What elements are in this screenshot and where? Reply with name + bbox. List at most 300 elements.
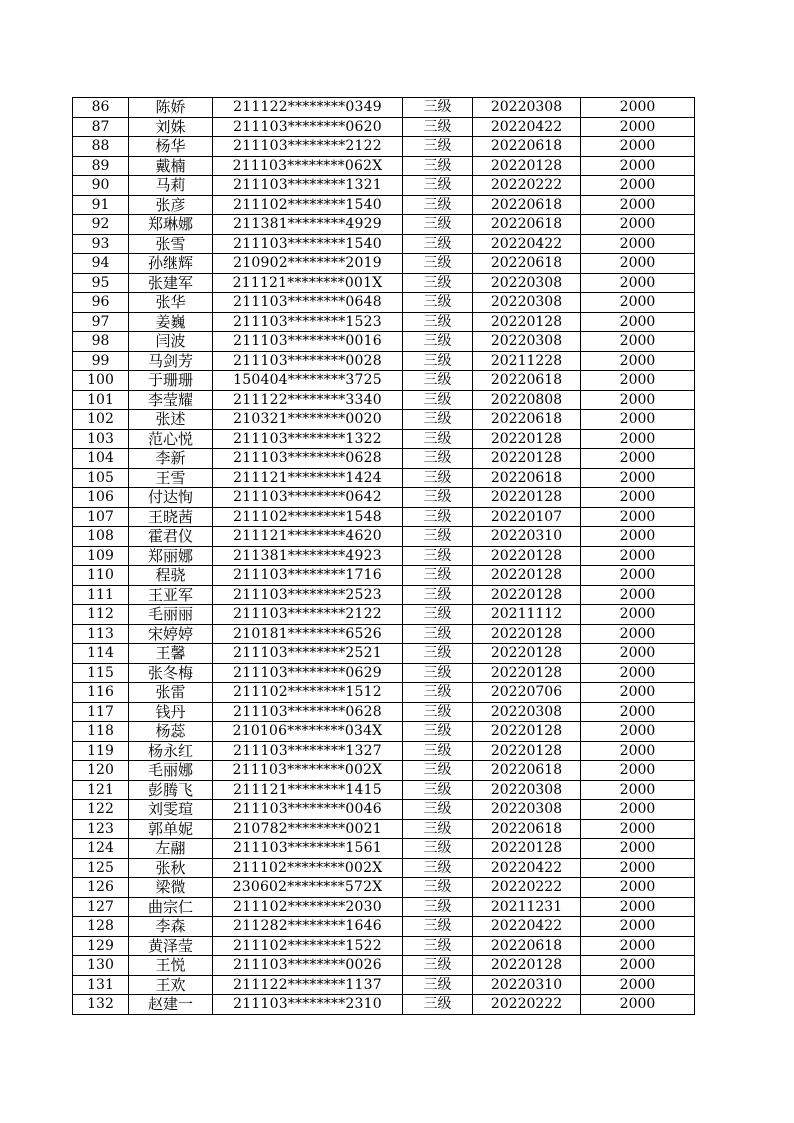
name-cell: 程骁: [129, 566, 213, 586]
level-cell: 三级: [403, 468, 473, 488]
name-cell: 钱丹: [129, 702, 213, 722]
date-cell: 20220107: [473, 507, 581, 527]
table-row: [73, 566, 695, 586]
name-cell: 马剑芳: [129, 351, 213, 371]
id-number-cell: 211102********1522: [213, 936, 403, 956]
amount-cell: 2000: [581, 195, 695, 215]
table-row: [73, 897, 695, 917]
name-cell: 彭腾飞: [129, 780, 213, 800]
level-cell: 三级: [403, 273, 473, 293]
date-cell: 20220310: [473, 527, 581, 547]
name-cell: 王悦: [129, 956, 213, 976]
name-cell: 张述: [129, 410, 213, 430]
date-cell: 20220128: [473, 156, 581, 176]
row-number-cell: 93: [73, 234, 129, 254]
date-cell: 20220128: [473, 585, 581, 605]
amount-cell: 2000: [581, 897, 695, 917]
id-number-cell: 211103********0642: [213, 488, 403, 508]
date-cell: 20220618: [473, 761, 581, 781]
id-number-cell: 210181********6526: [213, 624, 403, 644]
id-number-cell: 211122********0349: [213, 98, 403, 118]
table-row: [73, 722, 695, 742]
name-cell: 姜巍: [129, 312, 213, 332]
name-cell: 张雪: [129, 234, 213, 254]
date-cell: 20220128: [473, 449, 581, 469]
name-cell: 王欢: [129, 975, 213, 995]
id-number-cell: 210902********2019: [213, 254, 403, 274]
amount-cell: 2000: [581, 956, 695, 976]
id-number-cell: 211121********001X: [213, 273, 403, 293]
level-cell: 三级: [403, 741, 473, 761]
table-row: [73, 332, 695, 352]
table-row: [73, 800, 695, 820]
date-cell: 20220222: [473, 878, 581, 898]
level-cell: 三级: [403, 722, 473, 742]
name-cell: 张秋: [129, 858, 213, 878]
row-number-cell: 110: [73, 566, 129, 586]
date-cell: 20220618: [473, 137, 581, 157]
name-cell: 闫波: [129, 332, 213, 352]
date-cell: 20220618: [473, 371, 581, 391]
id-number-cell: 211102********1512: [213, 683, 403, 703]
level-cell: 三级: [403, 371, 473, 391]
level-cell: 三级: [403, 878, 473, 898]
id-number-cell: 211102********2030: [213, 897, 403, 917]
name-cell: 黄泽莹: [129, 936, 213, 956]
name-cell: 郑丽娜: [129, 546, 213, 566]
row-number-cell: 100: [73, 371, 129, 391]
table-row: [73, 585, 695, 605]
level-cell: 三级: [403, 683, 473, 703]
amount-cell: 2000: [581, 800, 695, 820]
id-number-cell: 230602********572X: [213, 878, 403, 898]
id-number-cell: 211103********0648: [213, 293, 403, 313]
amount-cell: 2000: [581, 975, 695, 995]
table-row: [73, 254, 695, 274]
level-cell: 三级: [403, 527, 473, 547]
level-cell: 三级: [403, 702, 473, 722]
name-cell: 张华: [129, 293, 213, 313]
level-cell: 三级: [403, 449, 473, 469]
level-cell: 三级: [403, 507, 473, 527]
amount-cell: 2000: [581, 215, 695, 235]
table-row: [73, 761, 695, 781]
table-row: [73, 195, 695, 215]
row-number-cell: 108: [73, 527, 129, 547]
amount-cell: 2000: [581, 137, 695, 157]
id-number-cell: 211103********0628: [213, 449, 403, 469]
row-number-cell: 131: [73, 975, 129, 995]
date-cell: 20220128: [473, 839, 581, 859]
amount-cell: 2000: [581, 117, 695, 137]
level-cell: 三级: [403, 546, 473, 566]
date-cell: 20220128: [473, 644, 581, 664]
date-cell: 20220618: [473, 215, 581, 235]
table-row: [73, 137, 695, 157]
amount-cell: 2000: [581, 624, 695, 644]
date-cell: 20220618: [473, 195, 581, 215]
date-cell: 20220422: [473, 858, 581, 878]
level-cell: 三级: [403, 410, 473, 430]
row-number-cell: 116: [73, 683, 129, 703]
name-cell: 左翮: [129, 839, 213, 859]
name-cell: 刘雯瑄: [129, 800, 213, 820]
amount-cell: 2000: [581, 273, 695, 293]
id-number-cell: 211103********0620: [213, 117, 403, 137]
id-number-cell: 150404********3725: [213, 371, 403, 391]
level-cell: 三级: [403, 390, 473, 410]
level-cell: 三级: [403, 605, 473, 625]
date-cell: 20220128: [473, 722, 581, 742]
id-number-cell: 211103********0016: [213, 332, 403, 352]
row-number-cell: 109: [73, 546, 129, 566]
date-cell: 20220706: [473, 683, 581, 703]
date-cell: 20220618: [473, 254, 581, 274]
amount-cell: 2000: [581, 936, 695, 956]
name-cell: 于珊珊: [129, 371, 213, 391]
name-cell: 杨永红: [129, 741, 213, 761]
row-number-cell: 125: [73, 858, 129, 878]
table-row: [73, 351, 695, 371]
date-cell: 20220308: [473, 702, 581, 722]
date-cell: 20211228: [473, 351, 581, 371]
level-cell: 三级: [403, 780, 473, 800]
date-cell: 20220128: [473, 566, 581, 586]
name-cell: 王馨: [129, 644, 213, 664]
amount-cell: 2000: [581, 683, 695, 703]
table-row: [73, 449, 695, 469]
name-cell: 张冬梅: [129, 663, 213, 683]
row-number-cell: 112: [73, 605, 129, 625]
row-number-cell: 95: [73, 273, 129, 293]
row-number-cell: 127: [73, 897, 129, 917]
date-cell: 20220128: [473, 663, 581, 683]
amount-cell: 2000: [581, 566, 695, 586]
table-row: [73, 156, 695, 176]
row-number-cell: 122: [73, 800, 129, 820]
name-cell: 曲宗仁: [129, 897, 213, 917]
table-row: [73, 176, 695, 196]
table-row: [73, 858, 695, 878]
table-row: [73, 312, 695, 332]
table-row: [73, 98, 695, 118]
name-cell: 李新: [129, 449, 213, 469]
name-cell: 张彦: [129, 195, 213, 215]
id-number-cell: 211103********2122: [213, 605, 403, 625]
id-number-cell: 211103********0046: [213, 800, 403, 820]
level-cell: 三级: [403, 585, 473, 605]
amount-cell: 2000: [581, 995, 695, 1015]
date-cell: 20220308: [473, 800, 581, 820]
amount-cell: 2000: [581, 527, 695, 547]
id-number-cell: 211103********1322: [213, 429, 403, 449]
table-row: [73, 273, 695, 293]
amount-cell: 2000: [581, 839, 695, 859]
date-cell: 20211231: [473, 897, 581, 917]
row-number-cell: 86: [73, 98, 129, 118]
level-cell: 三级: [403, 917, 473, 937]
date-cell: 20220308: [473, 332, 581, 352]
date-cell: 20220618: [473, 410, 581, 430]
id-number-cell: 211103********1327: [213, 741, 403, 761]
id-number-cell: 211122********3340: [213, 390, 403, 410]
name-cell: 李森: [129, 917, 213, 937]
id-number-cell: 211102********1548: [213, 507, 403, 527]
name-cell: 马莉: [129, 176, 213, 196]
amount-cell: 2000: [581, 390, 695, 410]
name-cell: 王晓茜: [129, 507, 213, 527]
amount-cell: 2000: [581, 254, 695, 274]
amount-cell: 2000: [581, 702, 695, 722]
row-number-cell: 99: [73, 351, 129, 371]
date-cell: 20220128: [473, 956, 581, 976]
row-number-cell: 98: [73, 332, 129, 352]
row-number-cell: 97: [73, 312, 129, 332]
amount-cell: 2000: [581, 410, 695, 430]
id-number-cell: 211103********062X: [213, 156, 403, 176]
id-number-cell: 211103********0629: [213, 663, 403, 683]
table-row: [73, 468, 695, 488]
level-cell: 三级: [403, 624, 473, 644]
level-cell: 三级: [403, 234, 473, 254]
row-number-cell: 89: [73, 156, 129, 176]
row-number-cell: 119: [73, 741, 129, 761]
level-cell: 三级: [403, 293, 473, 313]
row-number-cell: 102: [73, 410, 129, 430]
name-cell: 赵建一: [129, 995, 213, 1015]
id-number-cell: 211381********4929: [213, 215, 403, 235]
table-row: [73, 975, 695, 995]
date-cell: 20220618: [473, 936, 581, 956]
roster-table-body: [73, 98, 695, 1015]
table-row: [73, 741, 695, 761]
date-cell: 20220308: [473, 98, 581, 118]
row-number-cell: 107: [73, 507, 129, 527]
table-row: [73, 936, 695, 956]
name-cell: 李莹耀: [129, 390, 213, 410]
id-number-cell: 211103********1540: [213, 234, 403, 254]
name-cell: 孙继辉: [129, 254, 213, 274]
date-cell: 20220128: [473, 312, 581, 332]
row-number-cell: 114: [73, 644, 129, 664]
date-cell: 20220618: [473, 468, 581, 488]
level-cell: 三级: [403, 975, 473, 995]
level-cell: 三级: [403, 332, 473, 352]
amount-cell: 2000: [581, 722, 695, 742]
amount-cell: 2000: [581, 468, 695, 488]
name-cell: 宋婷婷: [129, 624, 213, 644]
row-number-cell: 129: [73, 936, 129, 956]
id-number-cell: 210782********0021: [213, 819, 403, 839]
id-number-cell: 211122********1137: [213, 975, 403, 995]
row-number-cell: 123: [73, 819, 129, 839]
row-number-cell: 92: [73, 215, 129, 235]
row-number-cell: 106: [73, 488, 129, 508]
id-number-cell: 211103********1561: [213, 839, 403, 859]
row-number-cell: 103: [73, 429, 129, 449]
amount-cell: 2000: [581, 644, 695, 664]
table-row: [73, 917, 695, 937]
amount-cell: 2000: [581, 293, 695, 313]
row-number-cell: 96: [73, 293, 129, 313]
amount-cell: 2000: [581, 858, 695, 878]
date-cell: 20220308: [473, 273, 581, 293]
date-cell: 20220422: [473, 117, 581, 137]
date-cell: 20220222: [473, 995, 581, 1015]
amount-cell: 2000: [581, 780, 695, 800]
id-number-cell: 210106********034X: [213, 722, 403, 742]
amount-cell: 2000: [581, 156, 695, 176]
amount-cell: 2000: [581, 429, 695, 449]
table-row: [73, 683, 695, 703]
id-number-cell: 211121********4620: [213, 527, 403, 547]
level-cell: 三级: [403, 98, 473, 118]
amount-cell: 2000: [581, 585, 695, 605]
name-cell: 张雷: [129, 683, 213, 703]
table-row: [73, 956, 695, 976]
table-row: [73, 215, 695, 235]
row-number-cell: 94: [73, 254, 129, 274]
level-cell: 三级: [403, 800, 473, 820]
row-number-cell: 117: [73, 702, 129, 722]
id-number-cell: 210321********0020: [213, 410, 403, 430]
id-number-cell: 211103********002X: [213, 761, 403, 781]
level-cell: 三级: [403, 254, 473, 274]
date-cell: 20220422: [473, 234, 581, 254]
amount-cell: 2000: [581, 312, 695, 332]
table-row: [73, 488, 695, 508]
level-cell: 三级: [403, 351, 473, 371]
date-cell: 20220128: [473, 488, 581, 508]
amount-cell: 2000: [581, 351, 695, 371]
level-cell: 三级: [403, 663, 473, 683]
level-cell: 三级: [403, 312, 473, 332]
row-number-cell: 101: [73, 390, 129, 410]
date-cell: 20220310: [473, 975, 581, 995]
table-row: [73, 605, 695, 625]
row-number-cell: 120: [73, 761, 129, 781]
name-cell: 付达恂: [129, 488, 213, 508]
date-cell: 20211112: [473, 605, 581, 625]
id-number-cell: 211121********1415: [213, 780, 403, 800]
id-number-cell: 211103********2523: [213, 585, 403, 605]
amount-cell: 2000: [581, 449, 695, 469]
level-cell: 三级: [403, 761, 473, 781]
amount-cell: 2000: [581, 761, 695, 781]
level-cell: 三级: [403, 839, 473, 859]
amount-cell: 2000: [581, 663, 695, 683]
row-number-cell: 91: [73, 195, 129, 215]
date-cell: 20220308: [473, 780, 581, 800]
row-number-cell: 128: [73, 917, 129, 937]
level-cell: 三级: [403, 137, 473, 157]
name-cell: 梁微: [129, 878, 213, 898]
table-row: [73, 995, 695, 1015]
amount-cell: 2000: [581, 878, 695, 898]
name-cell: 陈娇: [129, 98, 213, 118]
level-cell: 三级: [403, 429, 473, 449]
id-number-cell: 211103********2122: [213, 137, 403, 157]
level-cell: 三级: [403, 566, 473, 586]
id-number-cell: 211103********0628: [213, 702, 403, 722]
id-number-cell: 211102********1540: [213, 195, 403, 215]
row-number-cell: 130: [73, 956, 129, 976]
date-cell: 20220422: [473, 917, 581, 937]
amount-cell: 2000: [581, 176, 695, 196]
date-cell: 20220808: [473, 390, 581, 410]
name-cell: 刘姝: [129, 117, 213, 137]
level-cell: 三级: [403, 195, 473, 215]
row-number-cell: 132: [73, 995, 129, 1015]
table-row: [73, 410, 695, 430]
table-row: [73, 702, 695, 722]
id-number-cell: 211103********1716: [213, 566, 403, 586]
table-row: [73, 527, 695, 547]
id-number-cell: 211121********1424: [213, 468, 403, 488]
date-cell: 20220128: [473, 429, 581, 449]
row-number-cell: 113: [73, 624, 129, 644]
name-cell: 杨蕊: [129, 722, 213, 742]
table-row: [73, 780, 695, 800]
level-cell: 三级: [403, 897, 473, 917]
level-cell: 三级: [403, 858, 473, 878]
level-cell: 三级: [403, 995, 473, 1015]
level-cell: 三级: [403, 956, 473, 976]
level-cell: 三级: [403, 936, 473, 956]
name-cell: 郑琳娜: [129, 215, 213, 235]
date-cell: 20220128: [473, 741, 581, 761]
row-number-cell: 121: [73, 780, 129, 800]
name-cell: 霍君仪: [129, 527, 213, 547]
amount-cell: 2000: [581, 488, 695, 508]
row-number-cell: 90: [73, 176, 129, 196]
table-row: [73, 390, 695, 410]
date-cell: 20220308: [473, 293, 581, 313]
row-number-cell: 115: [73, 663, 129, 683]
id-number-cell: 211103********1321: [213, 176, 403, 196]
table-row: [73, 839, 695, 859]
table-row: [73, 117, 695, 137]
id-number-cell: 211282********1646: [213, 917, 403, 937]
level-cell: 三级: [403, 156, 473, 176]
row-number-cell: 88: [73, 137, 129, 157]
id-number-cell: 211103********0028: [213, 351, 403, 371]
amount-cell: 2000: [581, 741, 695, 761]
table-row: [73, 819, 695, 839]
amount-cell: 2000: [581, 332, 695, 352]
level-cell: 三级: [403, 644, 473, 664]
name-cell: 王雪: [129, 468, 213, 488]
level-cell: 三级: [403, 819, 473, 839]
row-number-cell: 118: [73, 722, 129, 742]
row-number-cell: 105: [73, 468, 129, 488]
table-row: [73, 293, 695, 313]
name-cell: 张建军: [129, 273, 213, 293]
amount-cell: 2000: [581, 819, 695, 839]
row-number-cell: 87: [73, 117, 129, 137]
table-row: [73, 878, 695, 898]
id-number-cell: 211102********002X: [213, 858, 403, 878]
roster-table: [72, 97, 695, 1015]
name-cell: 王亚军: [129, 585, 213, 605]
level-cell: 三级: [403, 488, 473, 508]
name-cell: 戴楠: [129, 156, 213, 176]
table-row: [73, 234, 695, 254]
row-number-cell: 126: [73, 878, 129, 898]
date-cell: 20220128: [473, 624, 581, 644]
name-cell: 杨华: [129, 137, 213, 157]
date-cell: 20220128: [473, 546, 581, 566]
